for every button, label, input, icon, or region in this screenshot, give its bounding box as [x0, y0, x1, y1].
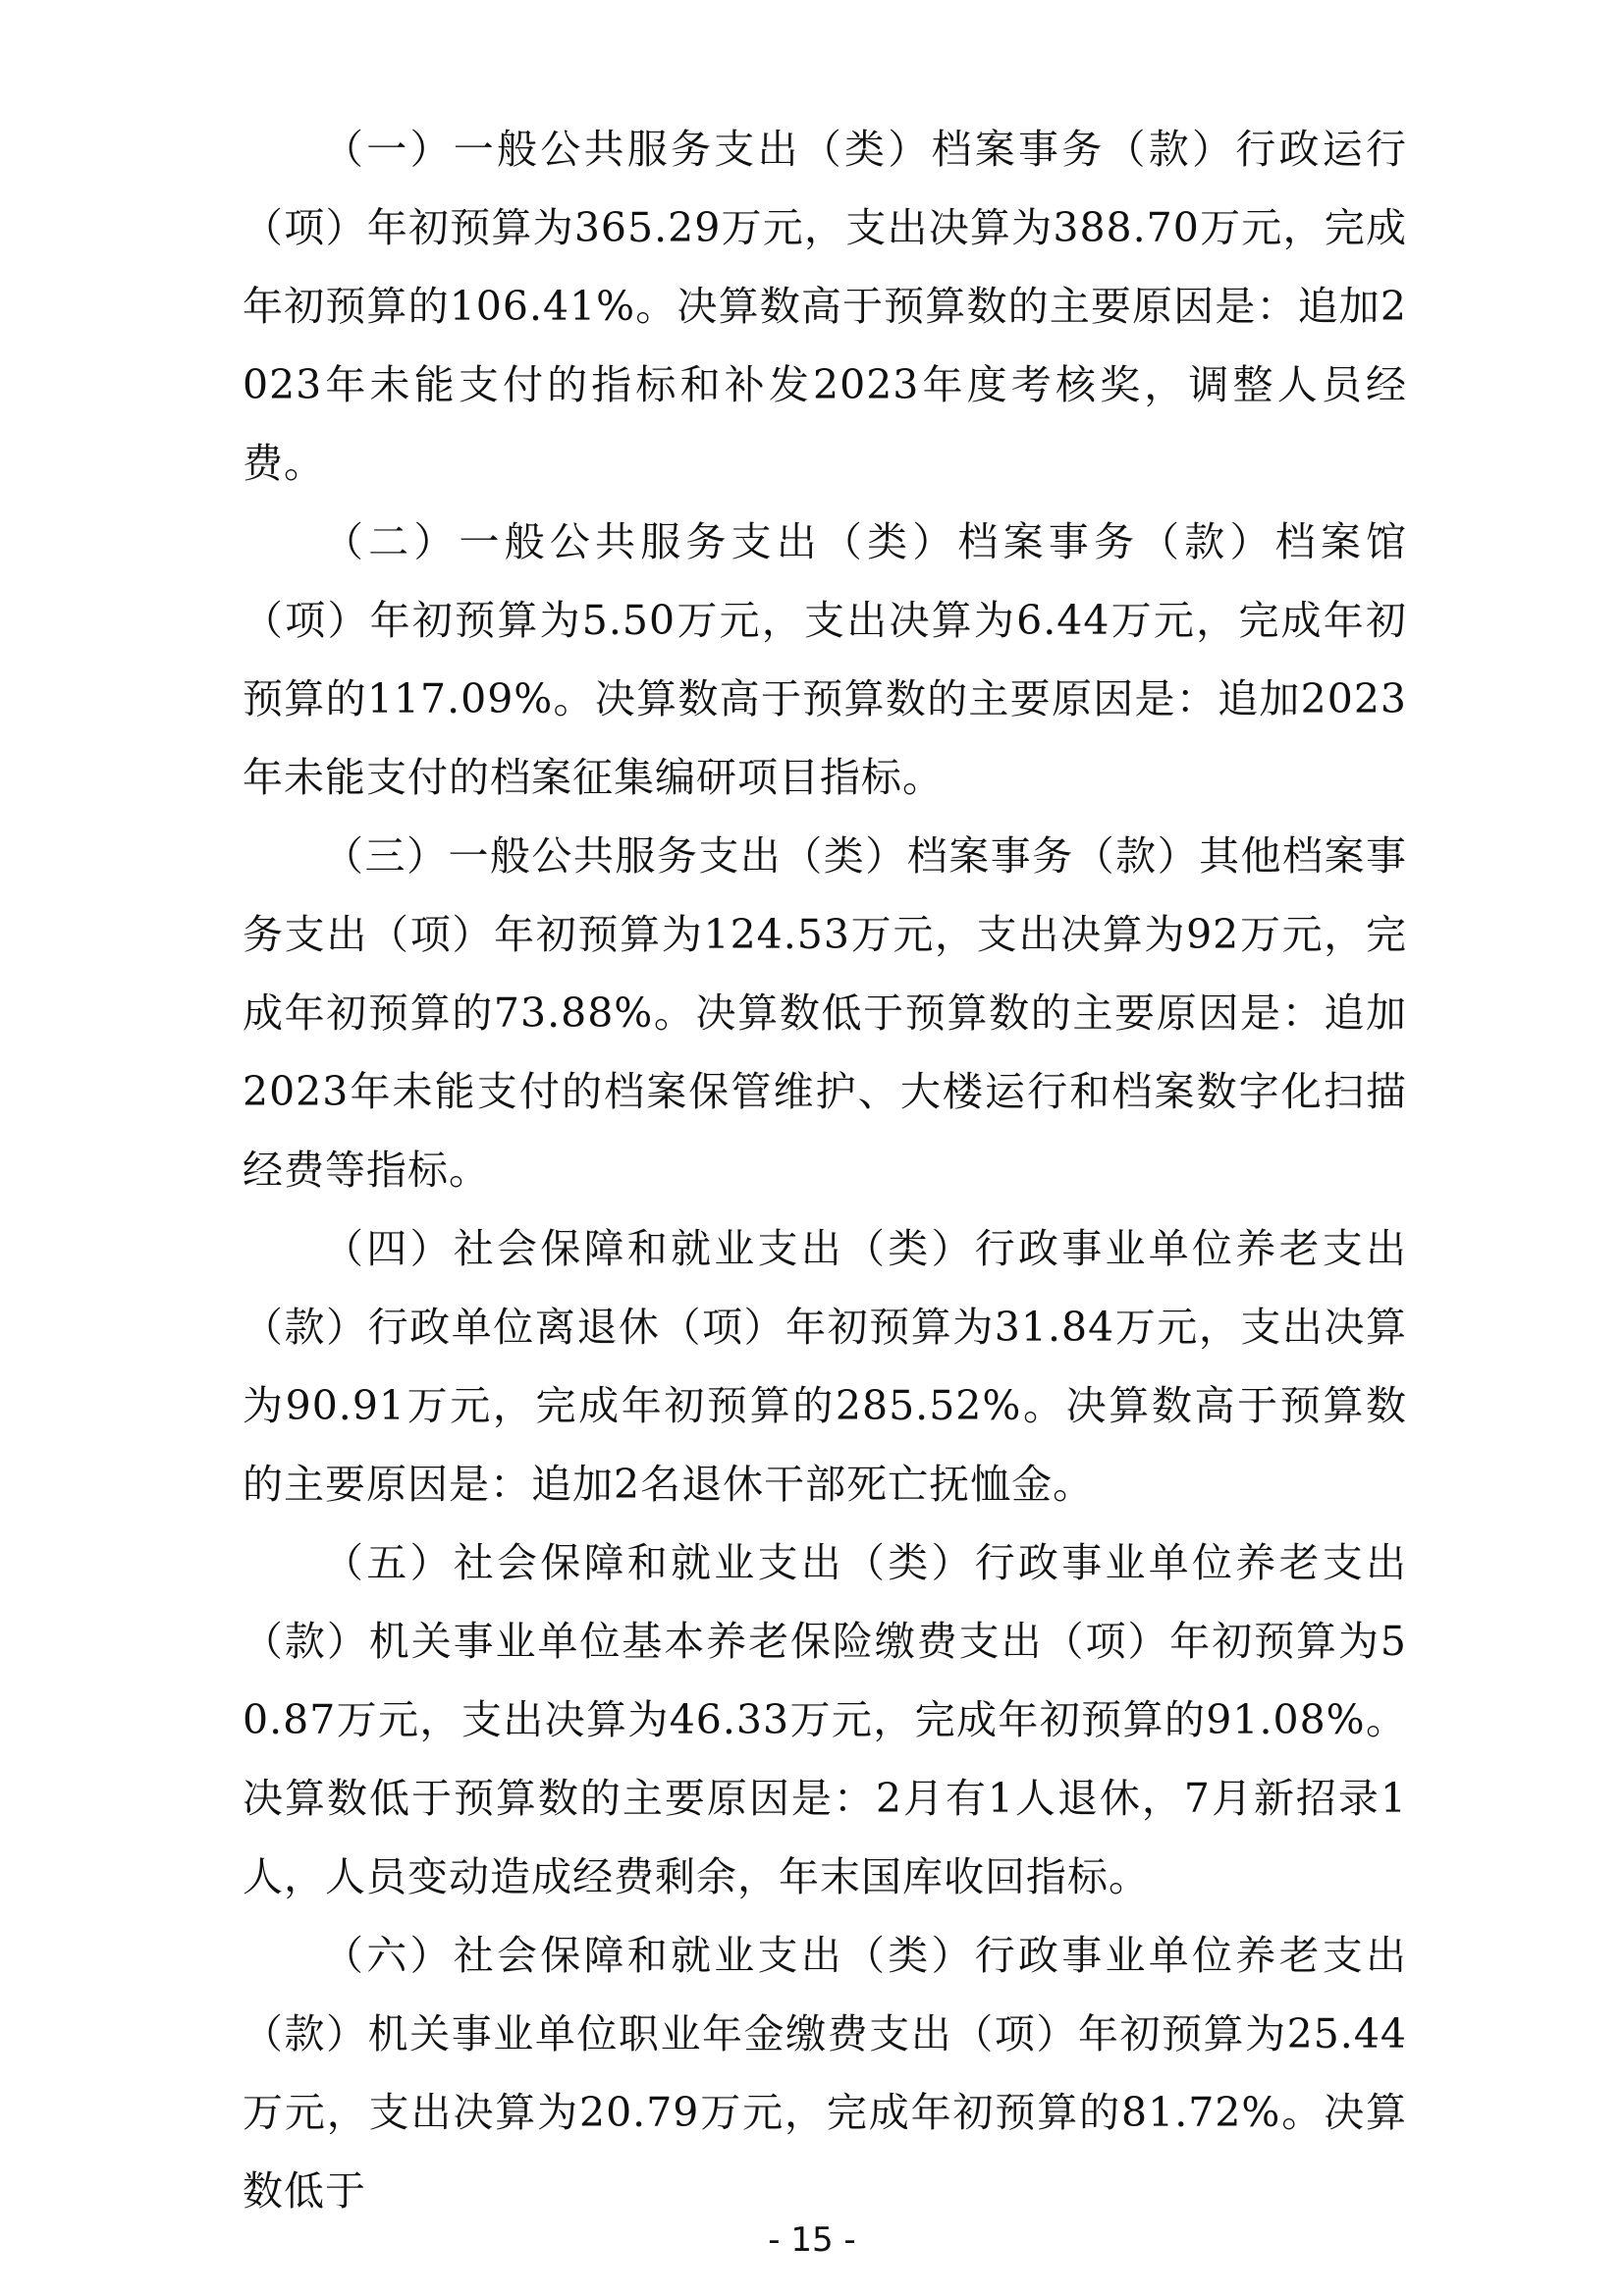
paragraph-2: （二）一般公共服务支出（类）档案事务（款）档案馆（项）年初预算为5.50万元，支出决算为6.44万元，完成年初预算的117.09%。决算数高于预算数的主要原因是：追加2023年未能支付的档案征集编研项目指标。 [243, 518, 1407, 801]
body-text [243, 110, 1407, 2230]
paragraph-1: （一）一般公共服务支出（类）档案事务（款）行政运行（项）年初预算为365.29万元，支出决算为388.70万元，完成年初预算的106.41%。决算数高于预算数的主要原因是：追加2023年未能支付的指标和补发2023年度考核奖，调整人员经费。 [243, 126, 1407, 487]
paragraph-4: （四）社会保障和就业支出（类）行政事业单位养老支出（款）行政单位离退休（项）年初预算为31.84万元，支出决算为90.91万元，完成年初预算的285.52%。决算数高于预算数的主要原因是：追加2名退休干部死亡抚恤金。 [243, 1225, 1407, 1508]
paragraph-6: （六）社会保障和就业支出（类）行政事业单位养老支出（款）机关事业单位职业年金缴费支出（项）年初预算为25.44万元，支出决算为20.79万元，完成年初预算的81.72%。决算数低于 [243, 1932, 1407, 2215]
page-number: - 15 - [768, 2220, 856, 2260]
paragraph-5: （五）社会保障和就业支出（类）行政事业单位养老支出（款）机关事业单位基本养老保险缴费支出（项）年初预算为50.87万元，支出决算为46.33万元，完成年初预算的91.08%。决算数低于预算数的主要原因是：2月有1人退休，7月新招录1人，人员变动造成经费剩余，年末国库收回指标。 [243, 1539, 1407, 1900]
paragraph-3: （三）一般公共服务支出（类）档案事务（款）其他档案事务支出（项）年初预算为124.53万元，支出决算为92万元，完成年初预算的73.88%。决算数低于预算数的主要原因是：追加2023年未能支付的档案保管维护、大楼运行和档案数字化扫描经费等指标。 [243, 832, 1407, 1194]
